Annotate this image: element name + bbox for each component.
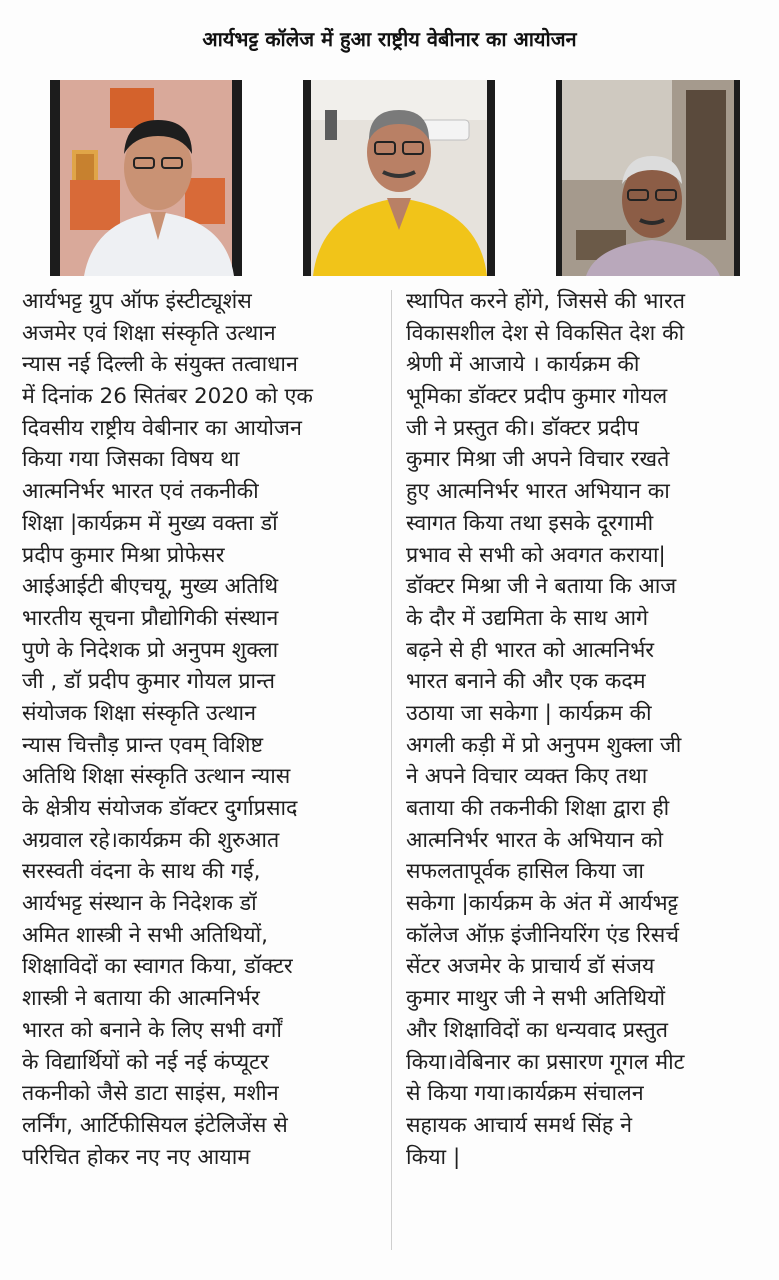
text-line: कॉलेज ऑफ़ इंजीनियरिंग एंड रिसर्च: [406, 922, 679, 948]
text-line: दिवसीय राष्ट्रीय वेबीनार का आयोजन: [22, 415, 302, 441]
text-line: कुमार मिश्रा जी अपने विचार रखते: [406, 447, 670, 473]
text-line: न्यास चित्तौड़ प्रान्त एवम् विशिष्ट: [22, 732, 264, 758]
text-line: बताया की तकनीकी शिक्षा द्वारा ही: [406, 796, 670, 821]
text-line: बढ़ने से ही भारत को आत्मनिर्भर: [406, 637, 655, 663]
text-line: आईआईटी बीएचयू, मुख्य अतिथि: [22, 574, 279, 600]
text-line: किया गया जिसका विषय था: [22, 447, 240, 473]
text-line: शिक्षाविदों का स्वागत किया, डॉक्टर: [22, 954, 293, 980]
text-line: प्रदीप कुमार मिश्रा प्रोफेसर: [22, 542, 225, 568]
text-line: अगली कड़ी में प्रो अनुपम शुक्ला जी: [406, 732, 682, 758]
text-line: कुमार माथुर जी ने सभी अतिथियों: [406, 986, 666, 1012]
article-column-left: [22, 286, 382, 1173]
text-line: उठाया जा सकेगा | कार्यक्रम की: [406, 700, 652, 726]
speaker-photo-1: [50, 80, 242, 276]
text-line: शास्त्री ने बताया की आत्मनिर्भर: [22, 986, 260, 1012]
text-line: किया |: [406, 1144, 461, 1170]
text-line: जी ने प्रस्तुत की। डॉक्टर प्रदीप: [406, 415, 639, 441]
speaker-photo-3: [556, 80, 740, 276]
text-line: न्यास नई दिल्ली के संयुक्त तत्वाधान: [22, 352, 298, 378]
text-line: ने अपने विचार व्यक्त किए तथा: [406, 764, 648, 790]
text-line: अजमेर एवं शिक्षा संस्कृति उत्थान: [22, 320, 276, 346]
text-line: स्वागत किया तथा इसके दूरगामी: [406, 510, 654, 536]
text-line: के क्षेत्रीय संयोजक डॉक्टर दुर्गाप्रसाद: [22, 796, 298, 821]
text-line: आर्यभट्ट ग्रुप ऑफ इंस्टीट्यूशंस: [22, 289, 252, 314]
article-column-right: [406, 286, 776, 1173]
text-line: किया।वेबिनार का प्रसारण गूगल मीट: [406, 1049, 685, 1075]
text-line: आर्यभट्ट संस्थान के निदेशक डॉ: [22, 891, 257, 917]
text-line: अग्रवाल रहे।कार्यक्रम की शुरुआत: [22, 827, 280, 853]
text-line: श्रेणी में आजाये । कार्यक्रम की: [406, 352, 640, 378]
text-line: भारत बनाने की और एक कदम: [406, 669, 646, 695]
text-line: में दिनांक 26 सितंबर 2020 को एक: [22, 384, 313, 410]
text-line: तकनीको जैसे डाटा साइंस, मशीन: [22, 1081, 279, 1107]
text-line: डॉक्टर मिश्रा जी ने बताया कि आज: [406, 574, 677, 600]
text-line: संयोजक शिक्षा संस्कृति उत्थान: [22, 700, 257, 726]
text-line: पुणे के निदेशक प्रो अनुपम शुक्ला: [22, 637, 279, 663]
text-line: विकासशील देश से विकसित देश की: [406, 320, 685, 346]
text-line: आत्मनिर्भर भारत एवं तकनीकी: [22, 479, 259, 505]
text-line: हुए आत्मनिर्भर भारत अभियान का: [406, 479, 670, 505]
text-line: प्रभाव से सभी को अवगत कराया|: [406, 542, 666, 568]
text-line: स्थापित करने होंगे, जिससे की भारत: [406, 289, 686, 314]
speaker-photo-icon: [50, 80, 242, 276]
text-line: लर्निंग, आर्टिफीसियल इंटेलिजेंस से: [22, 1112, 288, 1138]
column-divider: [391, 290, 392, 1250]
text-line: अतिथि शिक्षा संस्कृति उत्थान न्यास: [22, 764, 291, 790]
text-line: भारतीय सूचना प्रौद्योगिकी संस्थान: [22, 605, 279, 631]
text-line: सकेगा |कार्यक्रम के अंत में आर्यभट्ट: [406, 891, 679, 917]
text-line: भारत को बनाने के लिए सभी वर्गों: [22, 1017, 282, 1043]
text-line: अमित शास्त्री ने सभी अतिथियों,: [22, 922, 269, 948]
text-line: परिचित होकर नए नए आयाम: [22, 1144, 251, 1170]
speaker-photo-2: [303, 80, 495, 276]
text-line: सरस्वती वंदना के साथ की गई,: [22, 859, 261, 885]
text-line: सेंटर अजमेर के प्राचार्य डॉ संजय: [406, 954, 655, 980]
text-line: सफलतापूर्वक हासिल किया जा: [406, 859, 644, 885]
text-line: के दौर में उद्यमिता के साथ आगे: [406, 605, 649, 631]
text-line: भूमिका डॉक्टर प्रदीप कुमार गोयल: [406, 384, 668, 410]
text-line: से किया गया।कार्यक्रम संचालन: [406, 1081, 644, 1107]
headline: आर्यभट्ट कॉलेज में हुआ राष्ट्रीय वेबीनार का आयोजन: [202, 27, 577, 51]
text-line: शिक्षा |कार्यक्रम में मुख्य वक्ता डॉ: [22, 510, 278, 536]
text-line: आत्मनिर्भर भारत के अभियान को: [406, 827, 664, 853]
text-line: और शिक्षाविदों का धन्यवाद प्रस्तुत: [406, 1017, 668, 1043]
speaker-photo-icon: [556, 80, 740, 276]
text-line: के विद्यार्थियों को नई नई कंप्यूटर: [22, 1049, 269, 1075]
text-line: जी , डॉ प्रदीप कुमार गोयल प्रान्त: [22, 669, 275, 695]
speaker-photo-icon: [303, 80, 495, 276]
text-line: सहायक आचार्य समर्थ सिंह ने: [406, 1112, 633, 1138]
